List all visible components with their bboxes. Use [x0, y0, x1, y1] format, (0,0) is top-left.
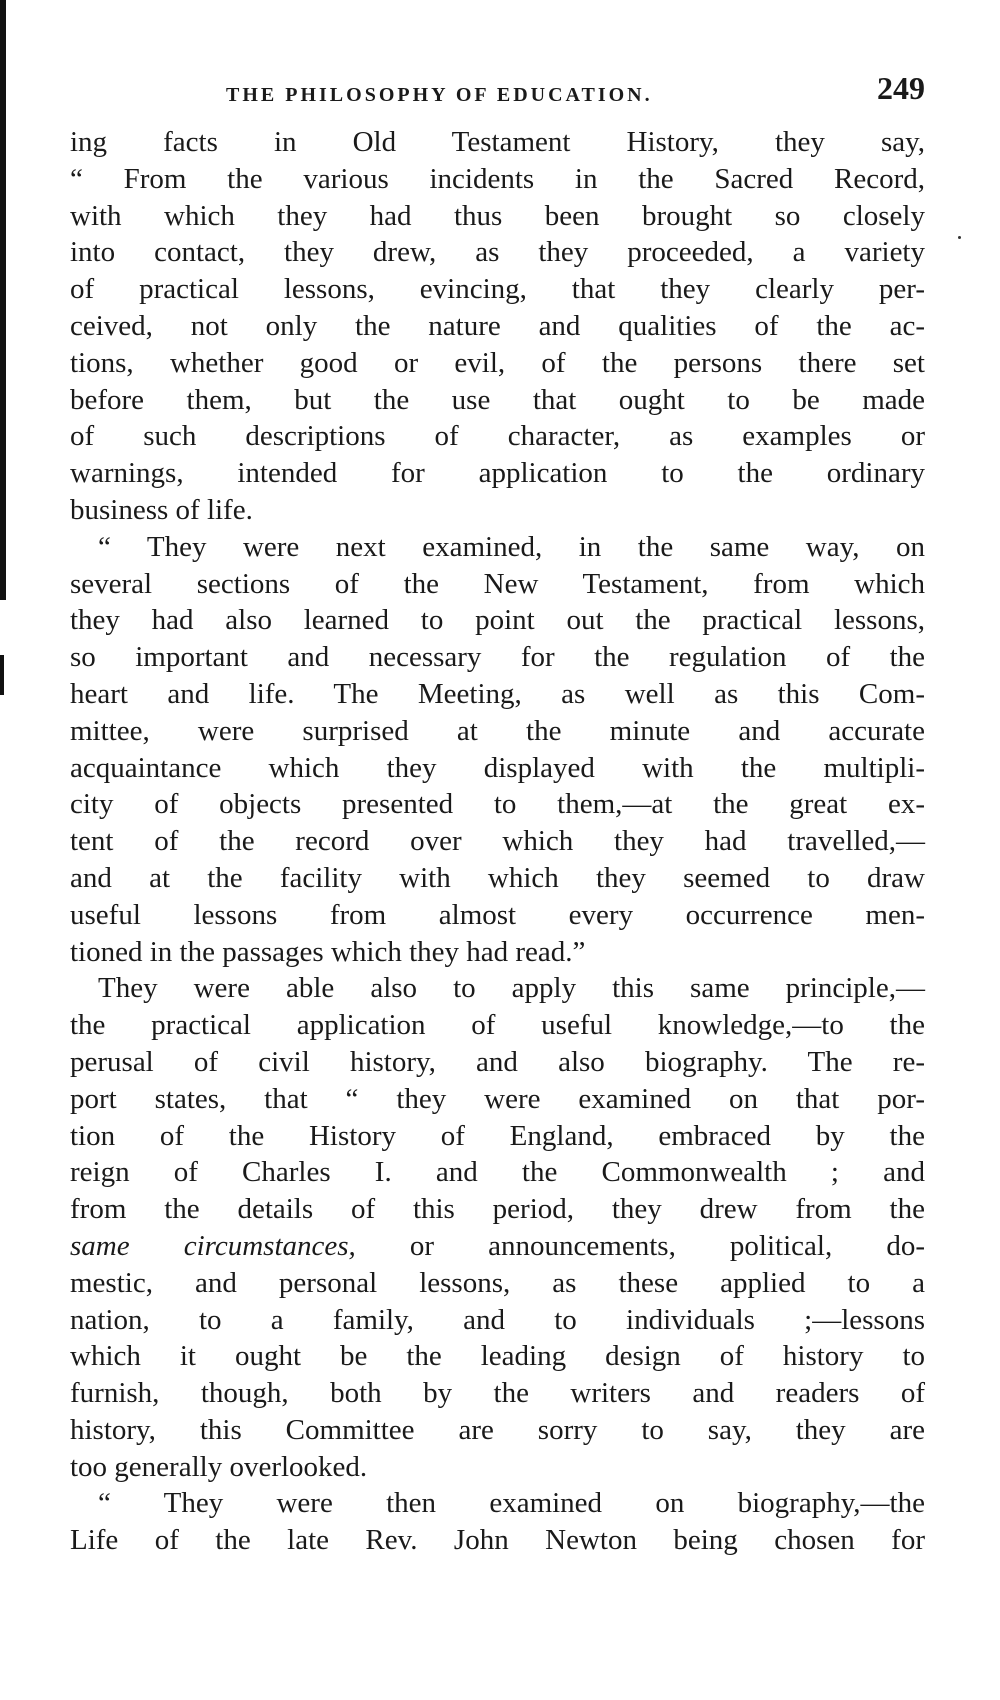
text-line: mestic, and personal lessons, as these applied to a [70, 1266, 925, 1299]
page-header [70, 64, 925, 124]
text-line: “ From the various incidents in the Sacred Record, [70, 162, 925, 195]
paragraph-3 [70, 970, 925, 1485]
text-line: tions, whether good or evil, of the persons there set [70, 346, 925, 379]
text-line: of practical lessons, evincing, that they clearly per- [70, 273, 925, 306]
text-line: before them, but the use that ought to be made [70, 383, 925, 416]
italic-phrase: same circumstances, [70, 1229, 356, 1262]
text-line: from the details of this period, they drew from the [70, 1193, 925, 1226]
text-line: ceived, not only the nature and qualities of the ac- [70, 309, 925, 342]
text-line: mittee, were surprised at the minute and accurate [70, 714, 925, 747]
text-line: business of life. [70, 493, 253, 526]
text-line: port states, that “ they were examined on that por- [70, 1082, 925, 1115]
text-line: ing facts in Old Testament History, they say, [70, 126, 925, 158]
text-line: of such descriptions of character, as examples or [70, 420, 925, 453]
paper-speck [958, 236, 961, 239]
text-line: tent of the record over which they had travelled,— [70, 825, 925, 858]
text-line: they had also learned to point out the practical lessons, [70, 604, 925, 637]
text-line: city of objects presented to them,—at the great ex- [70, 788, 925, 821]
text-line: “ They were then examined on biography,—the [98, 1487, 925, 1520]
text-line: tion of the History of England, embraced by the [70, 1119, 925, 1152]
text-line: acquaintance which they displayed with the multipli- [70, 751, 925, 784]
text-line: perusal of civil history, and also biography. The re- [70, 1045, 925, 1078]
page-edge-shadow [0, 0, 6, 600]
text-line: They were able also to apply this same principle,— [98, 972, 925, 1005]
text-line: furnish, though, both by the writers and readers of [70, 1377, 925, 1410]
text-line: Life of the late Rev. John Newton being chosen for [70, 1524, 925, 1557]
text-line: and at the facility with which they seemed to draw [70, 861, 925, 894]
text-line: so important and necessary for the regulation of the [70, 641, 925, 674]
text-line-rest: or announcements, political, do- [355, 1229, 925, 1262]
running-title: THE PHILOSOPHY OF EDUCATION. [226, 84, 653, 106]
text-line: with which they had thus been brought so closely [70, 199, 925, 232]
text-line: several sections of the New Testament, from which [70, 567, 925, 600]
text-line: nation, to a family, and to individuals ;—lessons [70, 1303, 925, 1336]
book-page [70, 64, 925, 1559]
paragraph-2 [70, 529, 925, 971]
text-line: tioned in the passages which they had read.” [70, 935, 586, 968]
paragraph-4 [70, 1485, 925, 1559]
text-line: warnings, intended for application to the ordinary [70, 457, 925, 490]
text-line: heart and life. The Meeting, as well as this Com- [70, 677, 925, 710]
paragraph-1 [70, 124, 925, 529]
text-line: too generally overlooked. [70, 1450, 368, 1483]
text-line: reign of Charles I. and the Commonwealth ; and [70, 1156, 925, 1189]
text-line: “ They were next examined, in the same way, on [98, 530, 925, 563]
text-line: history, this Committee are sorry to say, they are [70, 1413, 925, 1446]
page-number: 249 [877, 70, 925, 106]
text-line-with-italic [70, 1228, 925, 1265]
page-edge-mark [0, 655, 4, 695]
text-line: the practical application of useful knowledge,—to the [70, 1009, 925, 1042]
text-line: useful lessons from almost every occurrence men- [70, 898, 925, 931]
text-line: which it ought be the leading design of history to [70, 1340, 925, 1373]
text-line: into contact, they drew, as they proceeded, a variety [70, 236, 925, 269]
